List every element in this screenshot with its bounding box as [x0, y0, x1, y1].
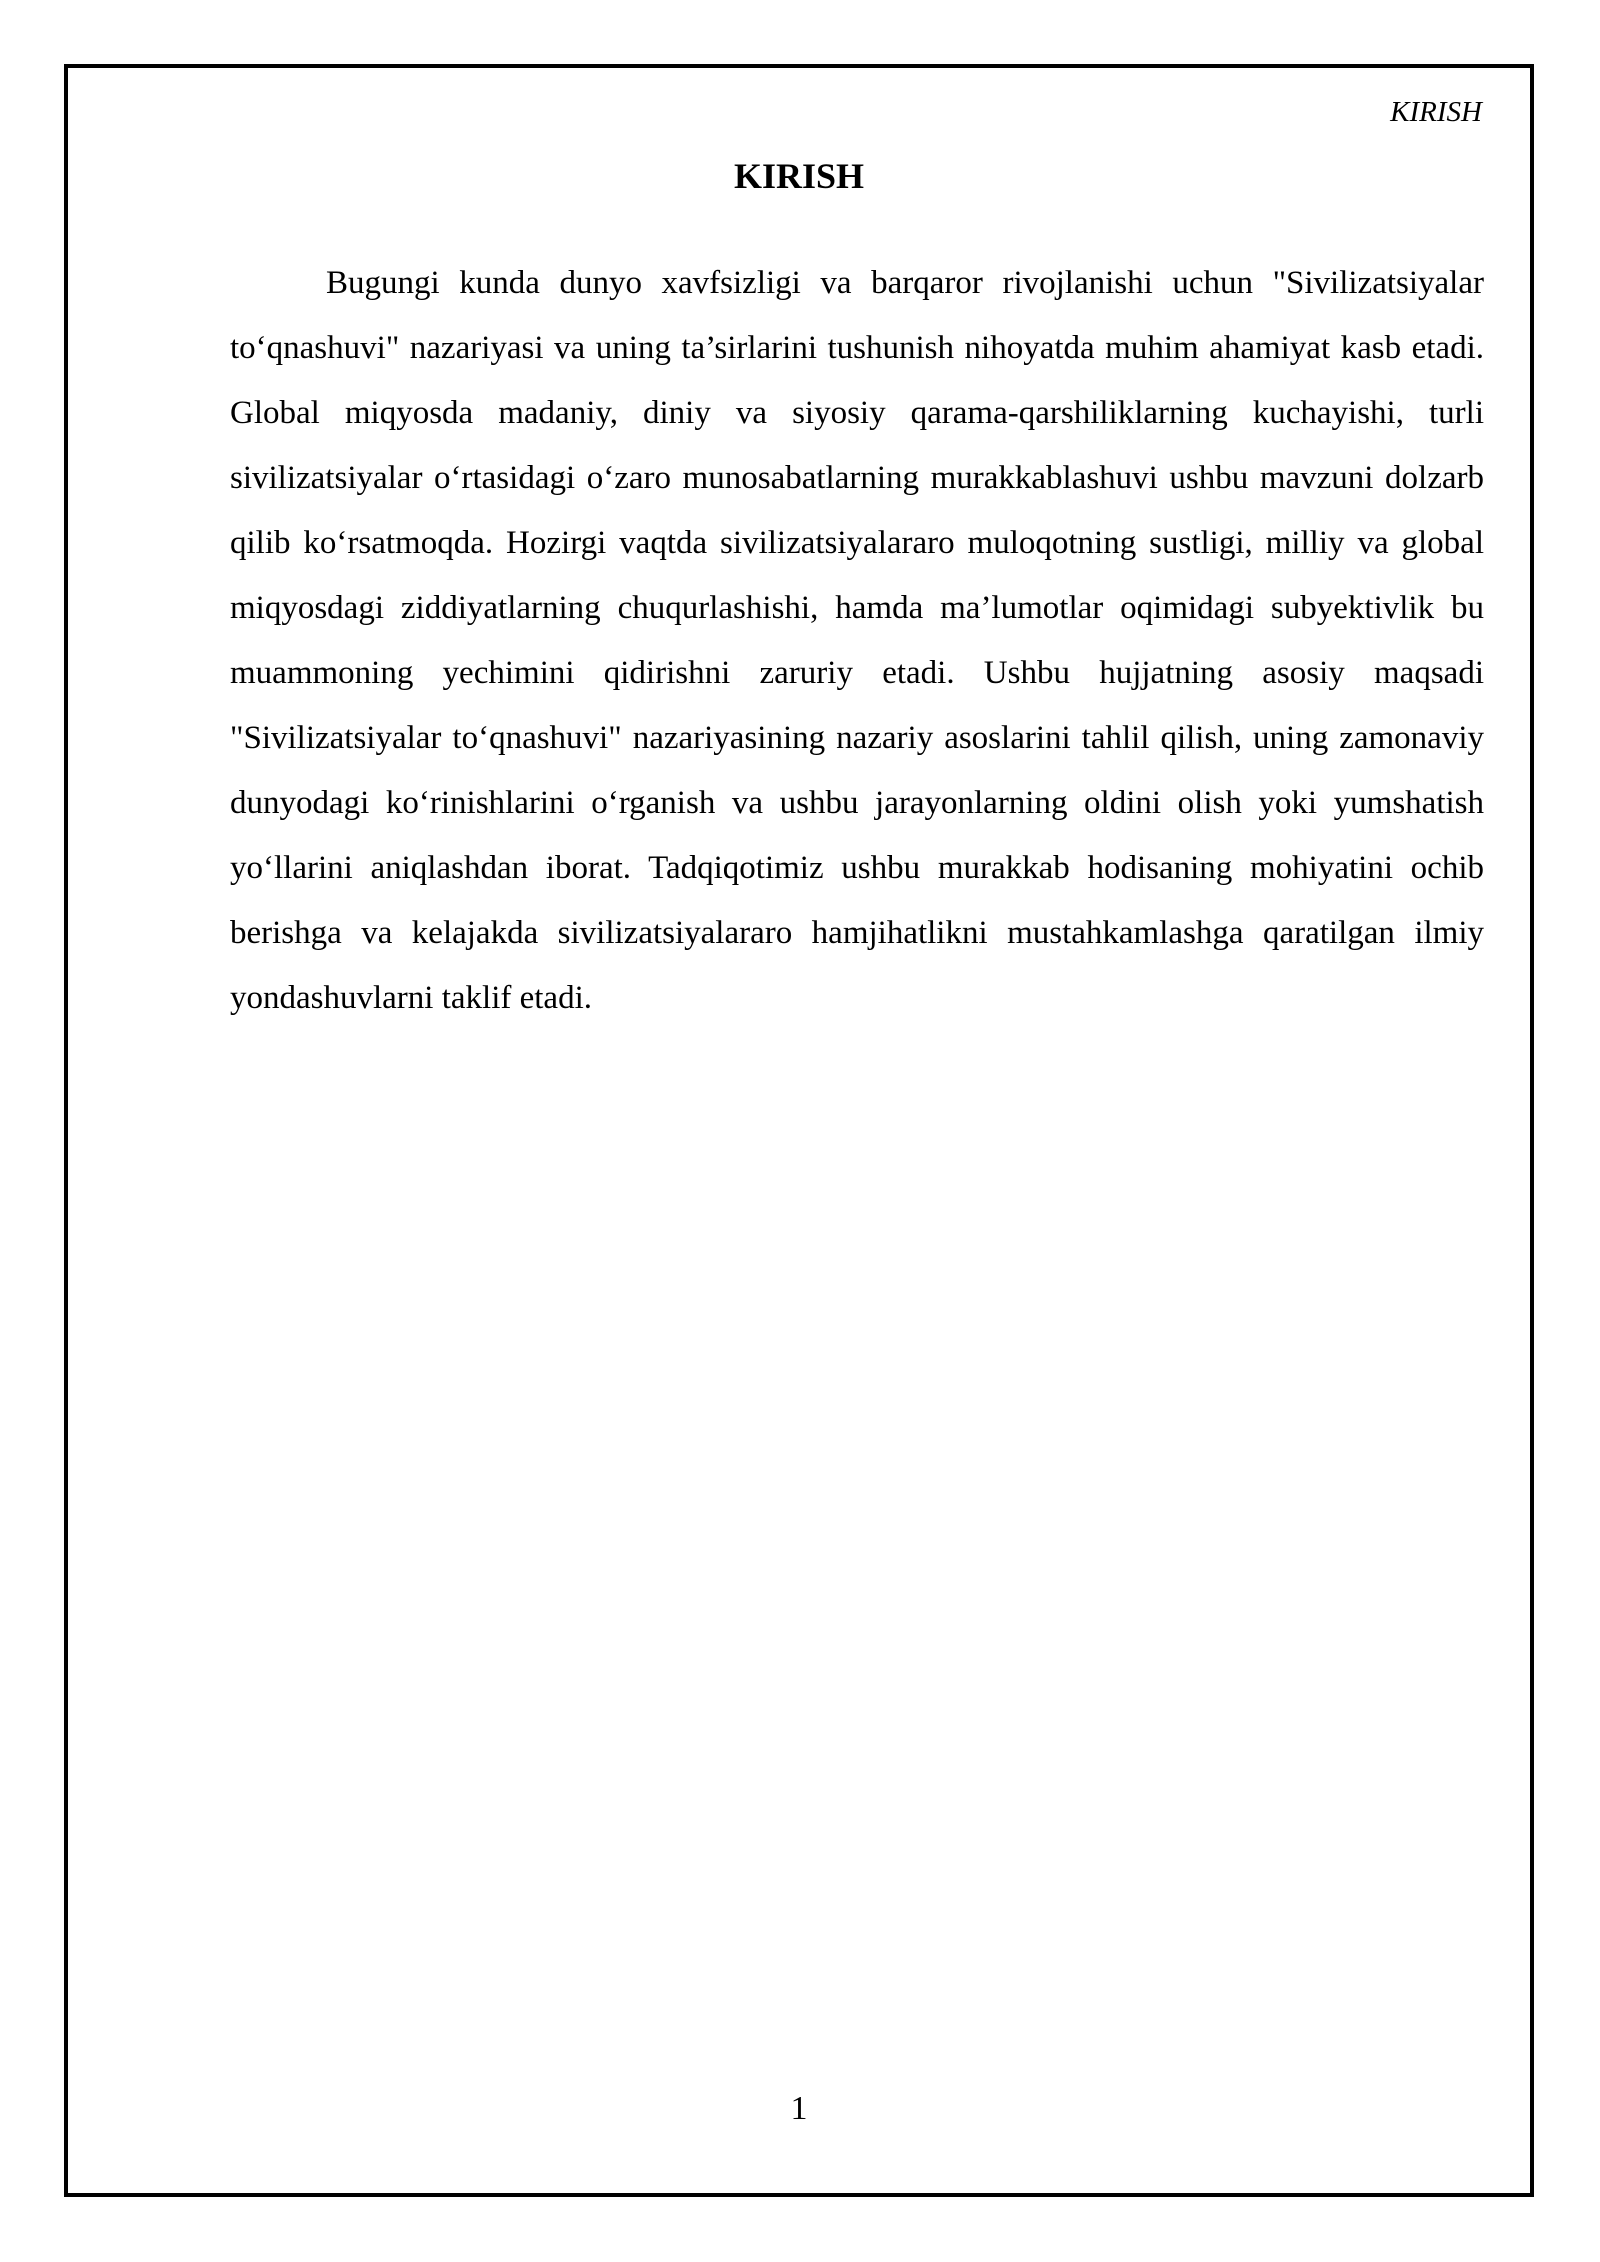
- body-paragraph: Bugungi kunda dunyo xavfsizligi va barqaror rivojlanishi uchun "Sivilizatsiyalar to‘qnashuvi" nazariyasi va uning ta’sirlarini tushunish nihoyatda muhim ahamiyat kasb etadi. Global miqyosda madaniy, diniy va siyosiy qarama-qarshiliklarning kuchayishi, turli sivilizatsiyalar o‘rtasidagi o‘zaro munosabatlarning murakkablashuvi ushbu mavzuni dolzarb qilib ko‘rsatmoqda. Hozirgi vaqtda sivilizatsiyalararo muloqotning sustligi, milliy va global miqyosdagi ziddiyatlarning chuqurlashishi, hamda ma’lumotlar oqimidagi subyektivlik bu muammoning yechimini qidirishni zaruriy etadi. Ushbu hujjatning asosiy maqsadi "Sivilizatsiyalar to‘qnashuvi" nazariyasining nazariy asoslarini tahlil qilish, uning zamonaviy dunyodagi ko‘rinishlarini o‘rganish va ushbu jarayonlarning oldini olish yoki yumshatish yo‘llarini aniqlashdan iborat. Tadqiqotimiz ushbu murakkab hodisaning mohiyatini ochib berishga va kelajakda sivilizatsiyalararo hamjihatlikni mustahkamlashga qaratilgan ilmiy yondashuvlarni taklif etadi.: [230, 265, 1484, 1016]
- page-number: 1: [790, 2090, 808, 2127]
- page-title: KIRISH: [733, 156, 865, 196]
- running-header: KIRISH: [1390, 96, 1482, 128]
- page-border: [64, 64, 1534, 2197]
